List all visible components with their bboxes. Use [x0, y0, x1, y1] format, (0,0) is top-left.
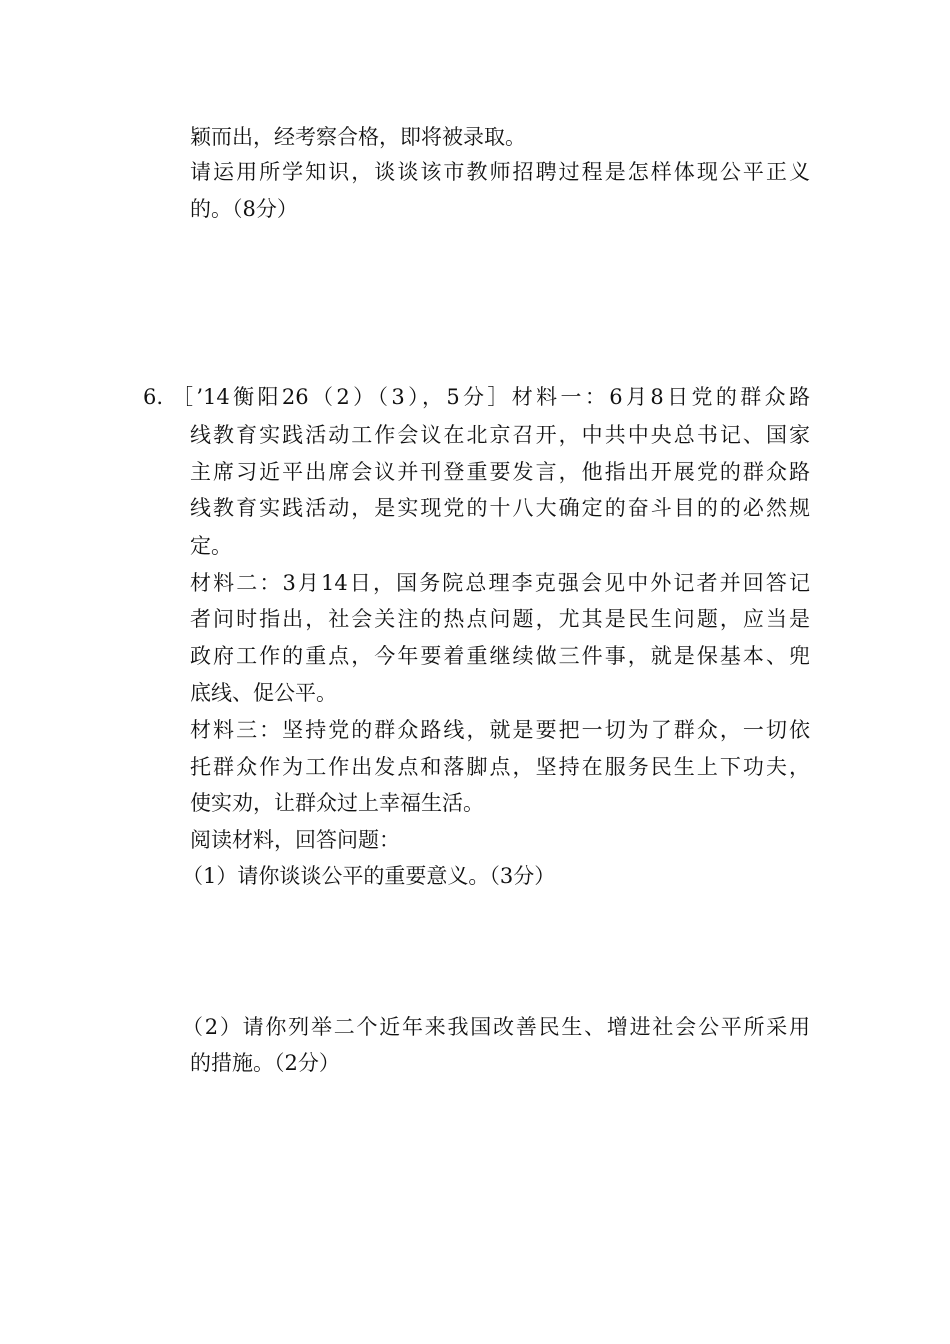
material1-line-1: ［’14衡阳26（2）（3），5分］材料一：6月8日党的群众路: [172, 385, 810, 409]
sub-question-1: （1）请你谈谈公平的重要意义。（3分）: [182, 864, 556, 888]
material1-line-2: 线教育实践活动工作会议在北京召开，中共中央总书记、国家: [190, 423, 810, 447]
material1-line-5: 定。: [190, 534, 232, 558]
question-number: 6.: [143, 385, 164, 409]
material2-line-2: 者问时指出，社会关注的热点问题，尤其是民生问题，应当是: [190, 607, 810, 631]
material1-line-3: 主席习近平出席会议并刊登重要发言，他指出开展党的群众路: [190, 460, 810, 484]
material3-line-3: 使实劝，让群众过上幸福生活。: [190, 791, 484, 815]
material2-line-1: 材料二：3月14日，国务院总理李克强会见中外记者并回答记: [190, 571, 810, 595]
material2-line-4: 底线、促公平。: [190, 681, 337, 705]
instruction-text: 阅读材料，回答问题：: [190, 828, 400, 852]
material3-line-1: 材料三：坚持党的群众路线，就是要把一切为了群众，一切依: [190, 718, 810, 742]
sub-question-2-line-2: 的措施。（2分）: [190, 1051, 340, 1075]
prev-question-line-1: 颖而出，经考察合格，即将被录取。: [190, 125, 526, 149]
prev-question-line-2: 请运用所学知识，谈谈该市教师招聘过程是怎样体现公平正义: [190, 160, 810, 184]
prev-question-line-3: 的。（8分）: [190, 197, 298, 221]
material3-line-2: 托群众作为工作出发点和落脚点，坚持在服务民生上下功夫，: [190, 755, 810, 779]
material1-line-4: 线教育实践活动，是实现党的十八大确定的奋斗目的的必然规: [190, 496, 810, 520]
sub-question-2-line-1: （2）请你列举二个近年来我国改善民生、增进社会公平所采用: [182, 1015, 810, 1039]
material2-line-3: 政府工作的重点，今年要着重继续做三件事，就是保基本、兜: [190, 644, 810, 668]
